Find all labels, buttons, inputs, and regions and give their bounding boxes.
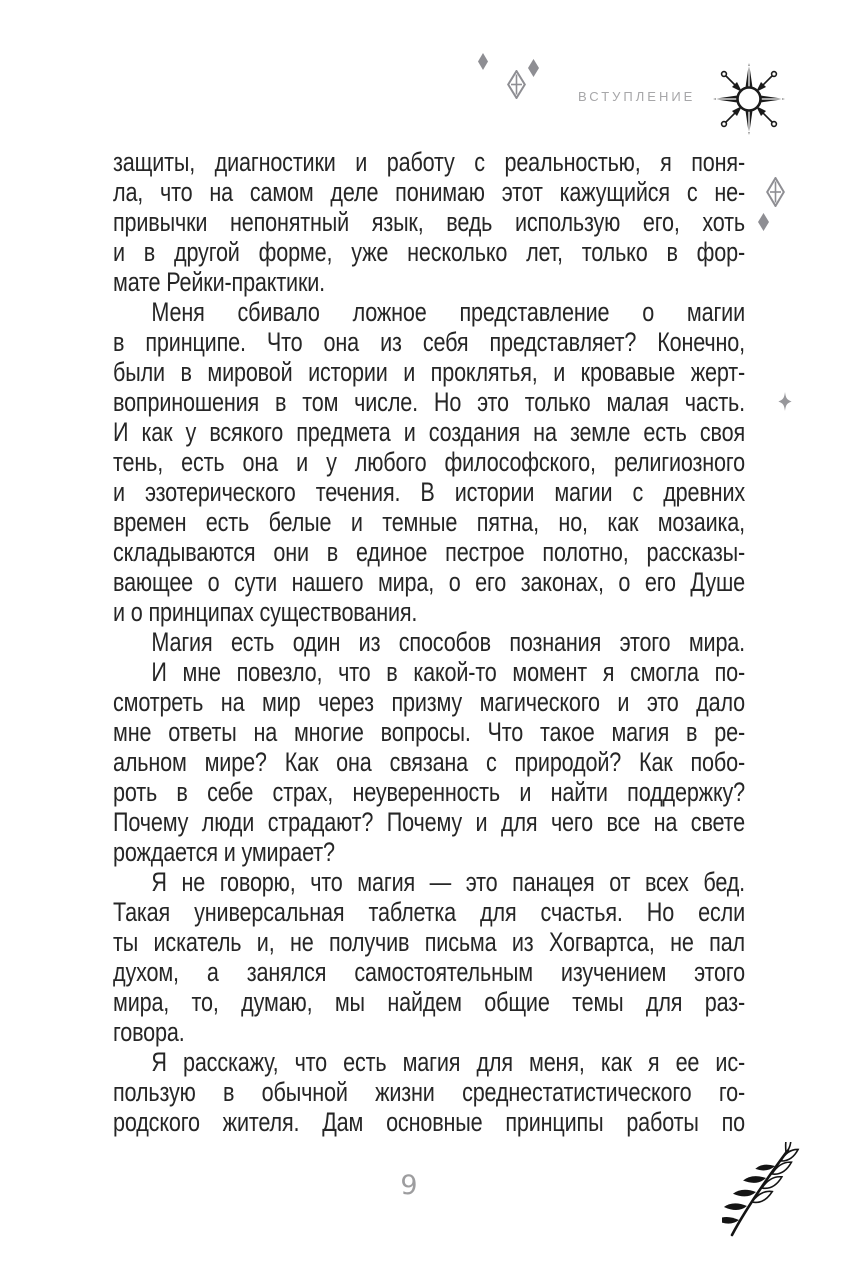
text-line: защиты, диагностики и работу с реальностью, я поня- [113, 147, 745, 177]
body-text-block [113, 147, 745, 1137]
text-line: Я не говорю, что магия — это панацея от всех бед. [151, 867, 745, 897]
filled-diamond-icon [478, 53, 488, 70]
text-line: духом, а занялся самостоятельным изучением этого [113, 957, 745, 987]
text-line: Я расскажу, что есть магия для меня, как я ее ис- [151, 1047, 745, 1077]
filled-diamond-icon [528, 59, 539, 77]
text-line: ты искатель и, не получив письма из Хогвартса, не пал [113, 927, 745, 957]
filled-diamond-icon [758, 213, 769, 231]
text-line: говора. [113, 1017, 185, 1047]
text-line: Магия есть один из способов познания этого мира. [151, 627, 745, 657]
text-line: вающее о сути нашего мира, о его законах, о его Душе [113, 567, 745, 597]
text-line: Такая универсальная таблетка для счастья. Но если [113, 897, 745, 927]
text-line: были в мировой истории и проклятья, и кровавые жерт- [113, 357, 745, 387]
kite-diamond-icon [507, 70, 526, 99]
compass-star-icon [712, 62, 786, 136]
text-line: времен есть белые и темные пятна, но, как мозаика, [113, 507, 745, 537]
text-line: ла, что на самом деле понимаю этот кажущийся с не- [113, 177, 745, 207]
text-line: И мне повезло, что в какой-то момент я смогла по- [151, 657, 745, 687]
text-line: пользую в обычной жизни среднестатистического го- [113, 1077, 745, 1107]
text-line: родского жителя. Дам основные принципы работы по [113, 1107, 745, 1137]
four-point-sparkle-icon [778, 392, 792, 411]
text-line: и в другой форме, уже несколько лет, только в фор- [113, 237, 745, 267]
text-line: Меня сбивало ложное представление о магии [151, 297, 745, 327]
text-line: и о принципах существования. [113, 597, 418, 627]
kite-diamond-icon [766, 177, 785, 207]
text-line: И как у всякого предмета и создания на земле есть своя [113, 417, 745, 447]
text-line: привычки непонятный язык, ведь использую его, хоть [113, 207, 745, 237]
text-line: альном мире? Как она связана с природой? Как побо- [113, 747, 745, 777]
running-header: ВСТУПЛЕНИЕ [578, 89, 696, 104]
text-line: мне ответы на многие вопросы. Что такое магия в ре- [113, 717, 745, 747]
text-line: смотреть на мир через призму магического и это дало [113, 687, 745, 717]
text-line: складываются они в единое пестрое полотно, рассказы- [113, 537, 745, 567]
text-line: воприношения в том числе. Но это только малая часть. [113, 387, 745, 417]
text-line: мира, то, думаю, мы найдем общие темы для раз- [113, 987, 745, 1017]
text-line: мате Рейки-практики. [113, 267, 325, 297]
page-number: 9 [400, 1170, 418, 1201]
text-line: роть в себе страх, неуверенность и найти поддержку? [113, 777, 745, 807]
laurel-branch-icon [722, 1142, 804, 1238]
text-line: тень, есть она и у любого философского, религиозного [113, 447, 745, 477]
text-line: в принципе. Что она из себя представляет? Конечно, [113, 327, 745, 357]
text-line: рождается и умирает? [113, 837, 335, 867]
text-line: и эзотерического течения. В истории магии с древних [113, 477, 745, 507]
text-line: Почему люди страдают? Почему и для чего все на свете [113, 807, 745, 837]
